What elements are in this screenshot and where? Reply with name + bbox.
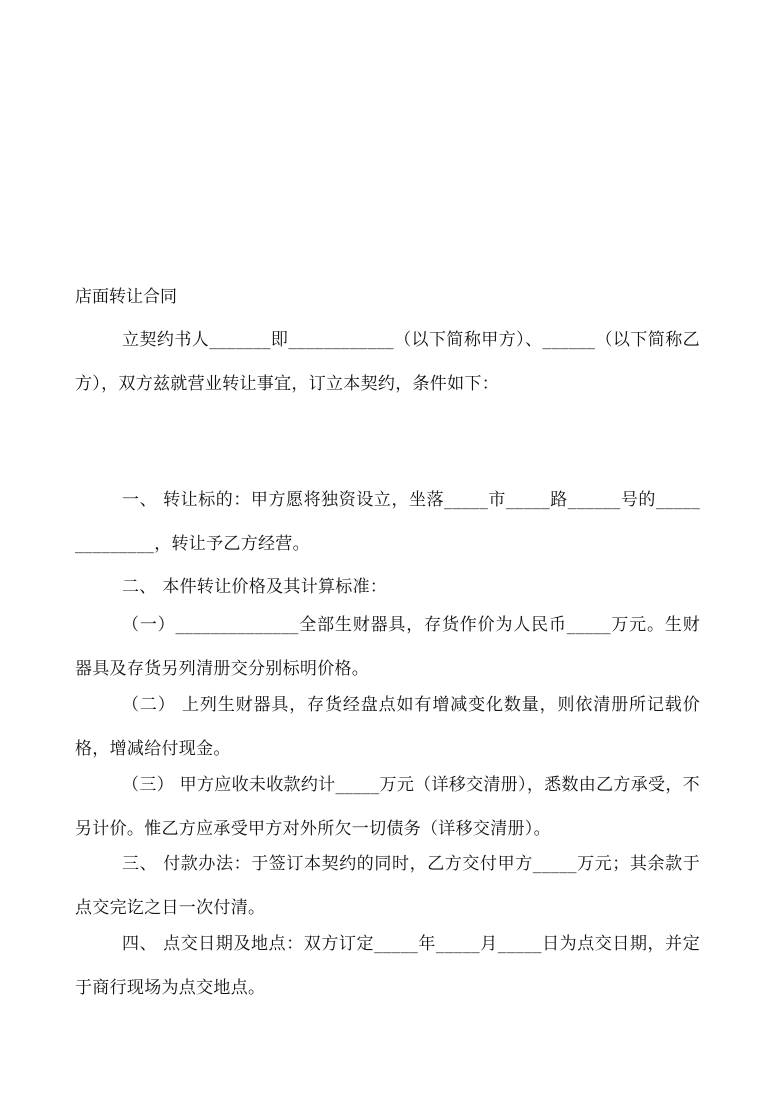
paragraph-sub-item-3: （三） 甲方应收未收款约计_____万元（详移交清册），悉数由乙方承受，不另计价。惟乙方应承受甲方对外所欠一切债务（详移交清册）。 xyxy=(75,775,700,839)
paragraph-sub-item-2: （二） 上列生财器具，存货经盘点如有增减变化数量，则依清册所记载价格，增减给付现金。 xyxy=(75,695,700,759)
paragraph-item-2: 二、 本件转让价格及其计算标准： xyxy=(122,577,388,597)
paragraph-item-4: 四、 点交日期及地点：双方订定_____年_____月_____日为点交日期，并定于商行现场为点交地点。 xyxy=(75,934,700,998)
document-title: 店面转让合同 xyxy=(75,287,177,307)
paragraph-item-3: 三、 付款办法：于签订本契约的同时，乙方交付甲方_____万元；其余款于点交完讫之日一次付清。 xyxy=(75,854,700,918)
paragraph-intro: 立契约书人_______即____________（以下简称甲方）、______（以下简称乙方），双方兹就营业转让事宜，订立本契约，条件如下： xyxy=(75,330,700,394)
paragraph-sub-item-1: （一）______________全部生财器具，存货作价为人民币_____万元。生财器具及存货另列清册交分别标明价格。 xyxy=(75,615,700,679)
paragraph-item-1: 一、 转让标的：甲方愿将独资设立，坐落_____市_____路______号的______________，转让予乙方经营。 xyxy=(75,490,700,554)
